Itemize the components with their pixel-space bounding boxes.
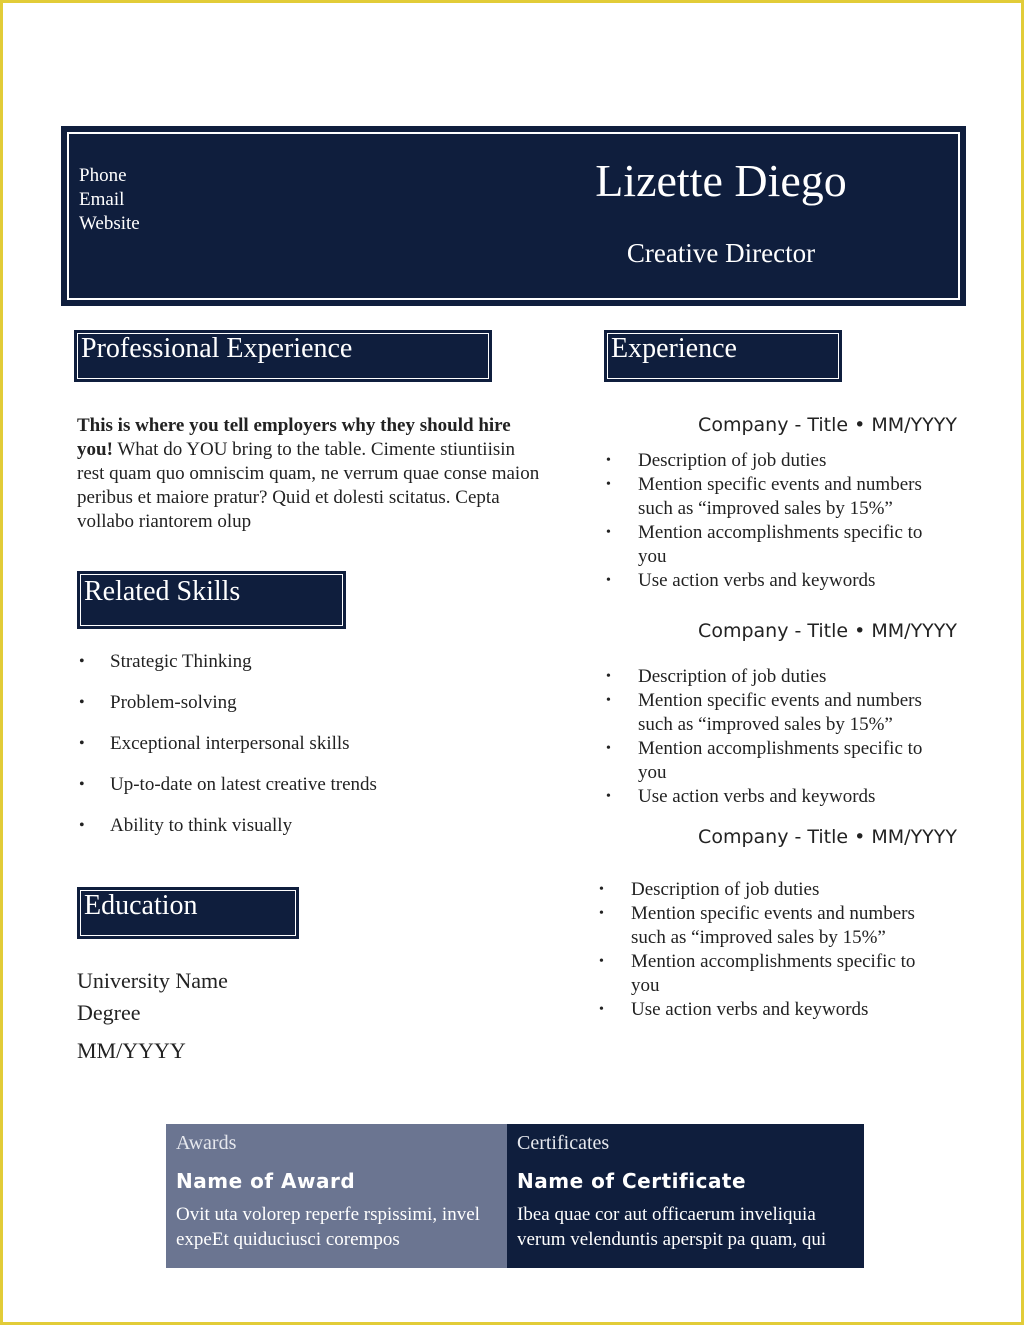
list-item: • Description of job duties (599, 878, 929, 902)
job-duties (599, 878, 929, 1022)
job-heading: Company - Title • MM/YYYY (698, 620, 957, 642)
certificate-description: Ibea quae cor aut officaerum inveliquia verum velenduntis aperspit pa quam, qui (517, 1204, 827, 1250)
section-title-text: Related Skills (84, 576, 241, 607)
certificates-title: Certificates (517, 1132, 610, 1154)
contact-email: Email (79, 189, 125, 210)
summary-lead: This is where you tell employers why they should hire you! (77, 415, 511, 460)
education-date: MM/YYYY (77, 1038, 186, 1063)
list-item: • Strategic Thinking (77, 648, 377, 689)
section-title-professional (74, 330, 492, 382)
list-item: • Exceptional interpersonal skills (77, 730, 377, 771)
list-item: • Ability to think visually (77, 812, 377, 853)
candidate-name: Lizette Diego (595, 155, 847, 206)
skills-list (77, 648, 377, 853)
job-duties (606, 449, 936, 593)
list-item: • Problem-solving (77, 689, 377, 730)
list-item: • Up-to-date on latest creative trends (77, 771, 377, 812)
list-item: • Mention specific events and numbers such as “improved sales by 15%” (606, 689, 936, 737)
header-banner (61, 126, 966, 306)
education-university: University Name (77, 968, 228, 993)
contact-website: Website (79, 213, 140, 234)
list-item: • Use action verbs and keywords (606, 785, 936, 809)
job-heading: Company - Title • MM/YYYY (698, 414, 957, 436)
job-heading: Company - Title • MM/YYYY (698, 826, 957, 848)
summary-body: What do YOU bring to the table. Cimente stiuntiisin rest quam quo omniscim quam, ne verrum quae conse maion peribus et maiore pratur? Quid et dolesti scitatus. Cepta vollabo riantorem olup (77, 439, 540, 532)
award-description: Ovit uta volorep reperfe rspissimi, invel expeEt quiduciusci corempos (176, 1204, 480, 1250)
list-item: • Use action verbs and keywords (599, 998, 929, 1022)
list-item: • Use action verbs and keywords (606, 569, 936, 593)
list-item: • Mention specific events and numbers such as “improved sales by 15%” (599, 902, 929, 950)
section-title-text: Education (84, 890, 198, 921)
award-name: Name of Award (176, 1169, 356, 1193)
education-degree: Degree (77, 1000, 141, 1025)
contact-phone: Phone (79, 165, 127, 186)
list-item: • Mention accomplishments specific to you (606, 737, 936, 785)
certificate-name: Name of Certificate (517, 1169, 747, 1193)
list-item: • Description of job duties (606, 449, 936, 473)
awards-box (166, 1124, 507, 1268)
certificates-box (507, 1124, 864, 1268)
professional-summary (77, 414, 547, 534)
section-title-skills (77, 571, 346, 629)
list-item: • Description of job duties (606, 665, 936, 689)
section-title-text: Professional Experience (81, 333, 353, 364)
awards-title: Awards (176, 1132, 237, 1154)
candidate-role: Creative Director (626, 238, 816, 268)
section-title-text: Experience (611, 333, 737, 364)
section-title-experience (604, 330, 842, 382)
job-duties (606, 665, 936, 809)
list-item: • Mention accomplishments specific to you (606, 521, 936, 569)
list-item: • Mention specific events and numbers such as “improved sales by 15%” (606, 473, 936, 521)
list-item: • Mention accomplishments specific to you (599, 950, 929, 998)
contact-block (79, 164, 140, 236)
section-title-education (77, 887, 299, 939)
